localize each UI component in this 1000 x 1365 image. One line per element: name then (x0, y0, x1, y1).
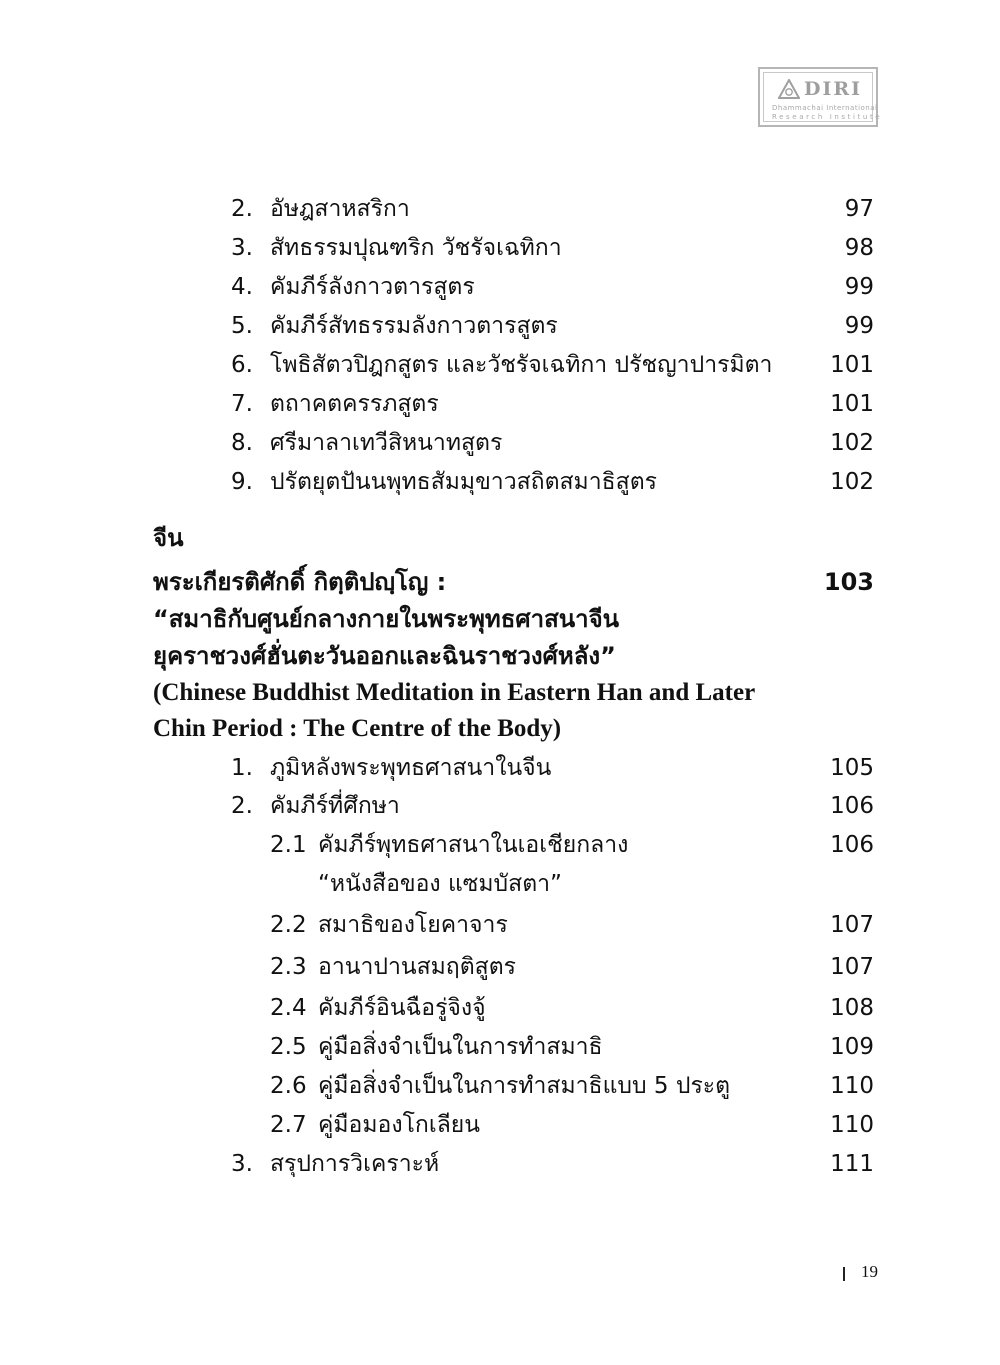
thai-title-line-1: “สมาธิกับศูนย์กลางกายในพระพุทธศาสนาจีน (153, 605, 620, 633)
entry-title: คัมภีร์สัทธรรมลังกาวตารสูตร (270, 313, 558, 339)
toc-subentry (0, 828, 1000, 862)
subentry-page: 106 (830, 832, 874, 858)
subentry-number: 2.7 (270, 1112, 307, 1138)
entry-page: 99 (844, 274, 874, 300)
entry-title: สัทธรรมปุณฑริก วัชรัจเฉทิกา (270, 235, 562, 261)
section-heading: จีน (153, 524, 184, 552)
subentry-page: 107 (830, 954, 874, 980)
entry-page: 99 (844, 313, 874, 339)
subentry-title: คัมภีร์พุทธศาสนาในเอเชียกลาง (318, 832, 629, 858)
toc-subentry-continuation (0, 867, 1000, 901)
toc-entry (0, 309, 1000, 343)
toc-entry (0, 751, 1000, 785)
toc-subentry (0, 1069, 1000, 1103)
diri-logo (758, 67, 883, 127)
subentry-page: 110 (830, 1073, 874, 1099)
entry-title: คัมภีร์ที่ศึกษา (270, 793, 400, 819)
toc-subentry (0, 1108, 1000, 1142)
toc-subentry (0, 950, 1000, 984)
entry-number: 9. (231, 469, 253, 495)
subentry-page: 107 (830, 912, 874, 938)
toc-entry (0, 426, 1000, 460)
entry-number: 3. (231, 235, 253, 261)
footer-divider (843, 1267, 845, 1281)
entry-page: 101 (830, 352, 874, 378)
toc-subentry (0, 1030, 1000, 1064)
entry-page: 101 (830, 391, 874, 417)
entry-page: 97 (844, 196, 874, 222)
english-title-line-1: (Chinese Buddhist Meditation in Eastern Han and Later (153, 679, 756, 706)
subentry-number: 2.4 (270, 995, 307, 1021)
entry-page: 111 (830, 1151, 874, 1177)
entry-page: 102 (830, 469, 874, 495)
entry-page: 98 (844, 235, 874, 261)
subentry-number: 2.2 (270, 912, 307, 938)
toc-entry (0, 348, 1000, 382)
entry-title: คัมภีร์ลังกาวตารสูตร (270, 274, 475, 300)
toc-entry (0, 231, 1000, 265)
entry-title: ตถาคตครรภสูตร (270, 391, 439, 417)
english-title-line-2: Chin Period : The Centre of the Body) (153, 715, 562, 742)
subentry-title: สมาธิของโยคาจาร (318, 912, 508, 938)
toc-entry (0, 789, 1000, 823)
entry-page: 106 (830, 793, 874, 819)
subentry-title: คัมภีร์อินฉือรู่จิงจู้ (318, 995, 486, 1021)
subentry-number: 2.1 (270, 832, 307, 858)
toc-entry (0, 192, 1000, 226)
subentry-title: คู่มือสิ่งจำเป็นในการทำสมาธิ (318, 1034, 603, 1060)
toc-entry (0, 1147, 1000, 1181)
author-line: พระเกียรติศักดิ์ กิตฺติปญฺโญ : (153, 568, 447, 596)
entry-page: 102 (830, 430, 874, 456)
thai-title-line-2: ยุคราชวงศ์ฮั่นตะวันออกและฉินราชวงศ์หลัง” (153, 642, 616, 670)
toc-entry (0, 270, 1000, 304)
logo-line-2: Research Institute (772, 113, 883, 121)
subentry-number: 2.6 (270, 1073, 307, 1099)
entry-number: 7. (231, 391, 253, 417)
entry-number: 2. (231, 196, 253, 222)
subentry-page: 110 (830, 1112, 874, 1138)
entry-number: 3. (231, 1151, 253, 1177)
entry-title: โพธิสัตวปิฎกสูตร และวัชรัจเฉทิกา ปรัชญาปารมิตา (270, 352, 773, 378)
entry-number: 6. (231, 352, 253, 378)
entry-number: 1. (231, 755, 253, 781)
entry-title: ศรีมาลาเทวีสิหนาทสูตร (270, 430, 503, 456)
entry-number: 8. (231, 430, 253, 456)
triangle-emblem-icon (778, 79, 800, 99)
page-number: 19 (861, 1262, 878, 1281)
subentry-page: 109 (830, 1034, 874, 1060)
author-page: 103 (823, 568, 874, 596)
entry-page: 105 (830, 755, 874, 781)
toc-subentry (0, 991, 1000, 1025)
entry-title: อัษฎสาหสริกา (270, 196, 410, 222)
subentry-page: 108 (830, 995, 874, 1021)
subentry-title: คู่มือมองโกเลียน (318, 1112, 480, 1138)
toc-entry (0, 387, 1000, 421)
entry-number: 2. (231, 793, 253, 819)
entry-title: ปรัตยุตปันนพุทธสัมมุขาวสถิตสมาธิสูตร (270, 469, 658, 495)
toc-entry (0, 465, 1000, 499)
subentry-title-line-2: “หนังสือของ แซมบัสตา” (318, 871, 562, 897)
subentry-number: 2.5 (270, 1034, 307, 1060)
subentry-number: 2.3 (270, 954, 307, 980)
subentry-title: อานาปานสมฤติสูตร (318, 954, 516, 980)
entry-title: สรุปการวิเคราะห์ (270, 1151, 440, 1177)
entry-title: ภูมิหลังพระพุทธศาสนาในจีน (270, 755, 552, 781)
entry-number: 4. (231, 274, 253, 300)
logo-brand: DIRI (804, 78, 863, 100)
subentry-title: คู่มือสิ่งจำเป็นในการทำสมาธิแบบ 5 ประตู (318, 1073, 731, 1099)
logo-line-1: Dhammachai International (772, 104, 878, 112)
toc-subentry (0, 908, 1000, 942)
entry-number: 5. (231, 313, 253, 339)
